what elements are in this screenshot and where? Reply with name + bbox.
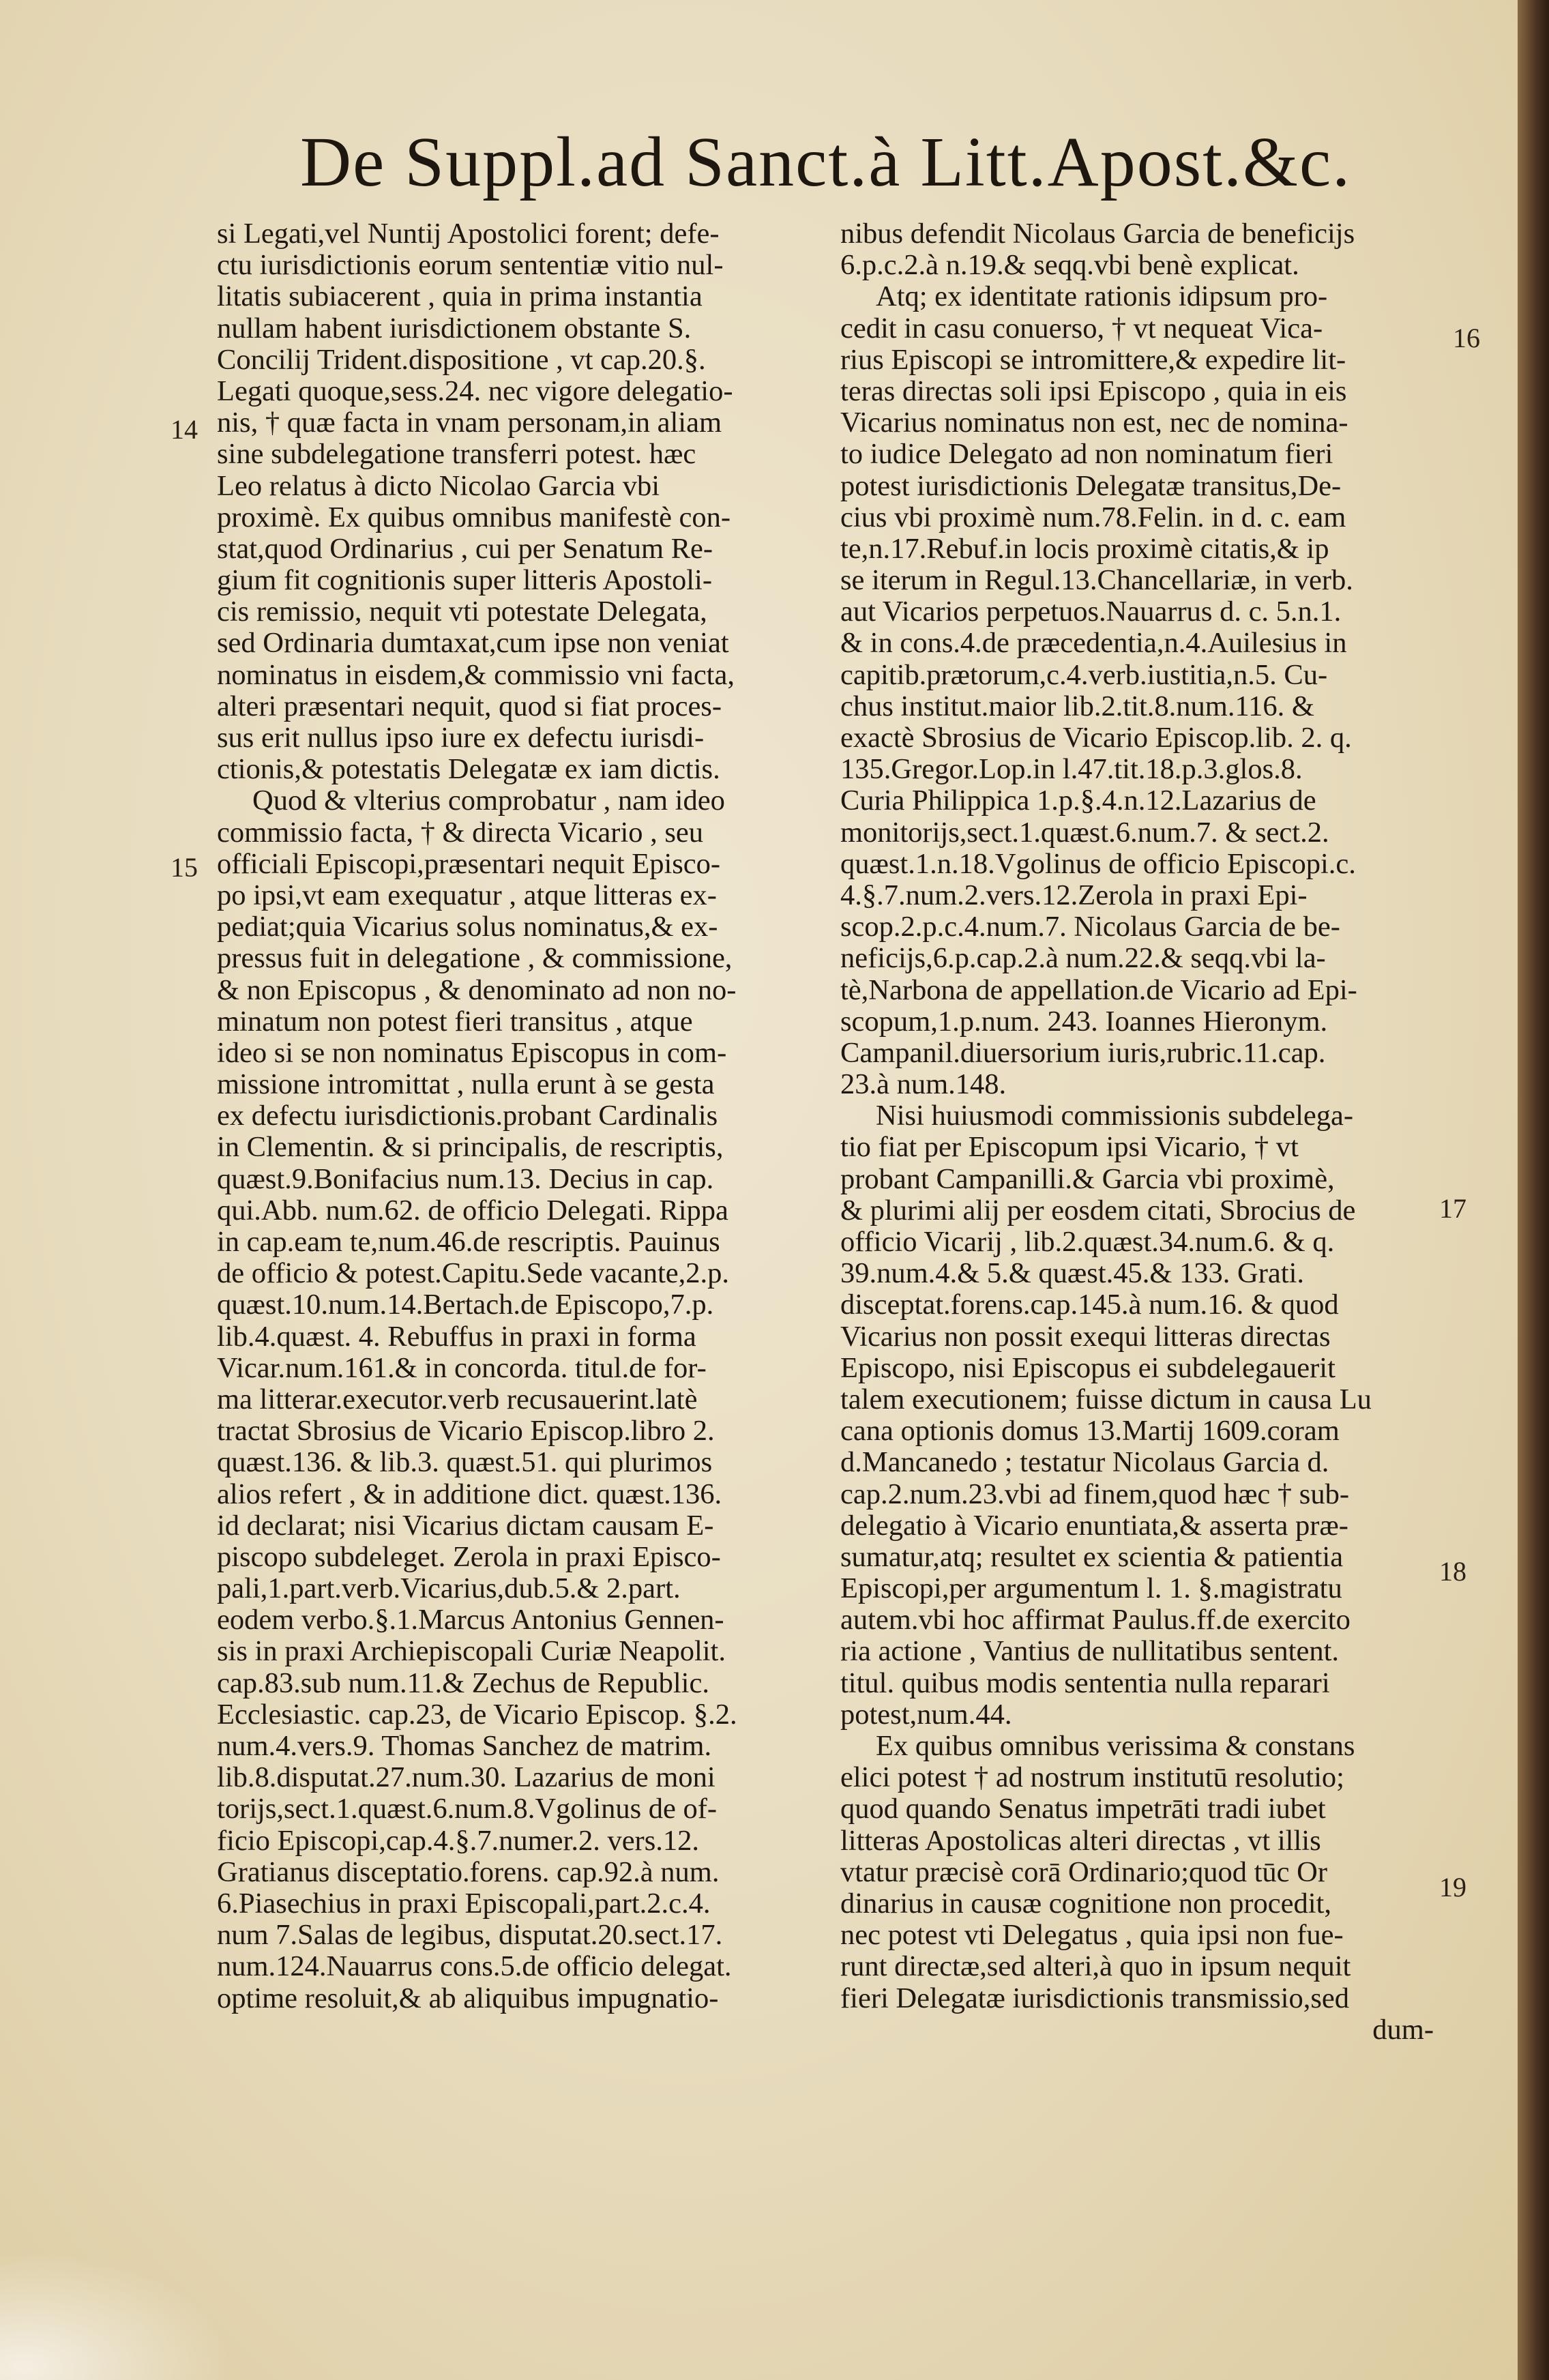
text-line: lib.8.disputat.27.num.30. Lazarius de moni [217, 1761, 716, 1794]
text-line: ideo si se non nominatus Episcopus in com- [217, 1036, 727, 1069]
text-line: cap.2.num.23.vbi ad finem,quod hæc † sub- [840, 1478, 1349, 1510]
text-line: 6.p.c.2.à n.19.& seqq.vbi benè explicat. [840, 249, 1299, 282]
left-text-column [217, 218, 803, 2014]
text-line: pediat;quia Vicarius solus nominatus,& ex- [217, 911, 718, 943]
text-line: Quod & vlterius comprobatur , nam ideo [252, 784, 725, 817]
margin-number-17: 17 [1439, 1193, 1466, 1224]
text-line: po ipsi,vt eam exequatur , atque litteras ex- [217, 879, 717, 911]
text-line: nullam habent iurisdictionem obstante S. [217, 312, 692, 344]
text-line: dinarius in causæ cognitione non procedit, [840, 1887, 1331, 1920]
text-line: cedit in casu conuerso, † vt nequeat Vica- [840, 312, 1323, 344]
text-line: nis, † quæ facta in vnam personam,in aliam [217, 407, 722, 439]
text-line: ficio Episcopi,cap.4.§.7.numer.2. vers.12. [217, 1824, 699, 1857]
text-line: cap.83.sub num.11.& Zechus de Republic. [217, 1666, 709, 1699]
text-line: 6.Piasechius in praxi Episcopali,part.2.c.4. [217, 1887, 711, 1920]
text-line: pressus fuit in delegatione , & commissione, [217, 942, 733, 975]
text-line: neficijs,6.p.cap.2.à num.22.& seqq.vbi la- [840, 942, 1326, 975]
text-line: potest,num.44. [840, 1698, 1012, 1731]
text-line: Nisi huiusmodi commissionis subdelega- [876, 1100, 1354, 1132]
text-line: nominatus in eisdem,& commissio vni facta, [217, 658, 735, 691]
text-line: eodem verbo.§.1.Marcus Antonius Gennen- [217, 1604, 724, 1636]
text-line: 39.num.4.& 5.& quæst.45.& 133. Grati. [840, 1257, 1304, 1290]
text-line: Legati quoque,sess.24. nec vigore delegatio- [217, 374, 733, 407]
text-line: ctu iurisdictionis eorum sententiæ vitio nul- [217, 249, 724, 282]
text-line: te,n.17.Rebuf.in locis proximè citatis,& ip [840, 532, 1329, 565]
text-line: alios refert , & in additione dict. quæst.136. [217, 1478, 722, 1510]
text-line: 23.à num.148. [840, 1068, 1007, 1101]
text-line: de officio & potest.Capitu.Sede vacante,2.p. [217, 1257, 730, 1290]
text-line: scopum,1.p.num. 243. Ioannes Hieronym. [840, 1005, 1328, 1038]
text-line: sis in praxi Archiepiscopali Curiæ Neapolit. [217, 1635, 726, 1668]
text-line: nec potest vti Delegatus , quia ipsi non fue- [840, 1919, 1344, 1952]
text-line: fieri Delegatæ iurisdictionis transmissio,sed [840, 1982, 1349, 2014]
text-line: capitib.prætorum,c.4.verb.iustitia,n.5. Cu- [840, 658, 1328, 691]
text-line: sed Ordinaria dumtaxat,cum ipse non veniat [217, 627, 729, 660]
text-line: quæst.1.n.18.Vgolinus de officio Episcopi.c. [840, 847, 1356, 880]
text-line: cis remissio, nequit vti potestate Delegata, [217, 596, 707, 628]
text-line: 135.Gregor.Lop.in l.47.tit.18.p.3.glos.8. [840, 753, 1303, 786]
margin-number-16: 16 [1453, 323, 1480, 353]
text-line: si Legati,vel Nuntij Apostolici forent; defe- [217, 218, 720, 250]
text-line: missione intromittat , nulla erunt à se gesta [217, 1068, 715, 1101]
text-line: officio Vicarij , lib.2.quæst.34.num.6. & q. [840, 1226, 1335, 1258]
text-line: Vicar.num.161.& in concorda. titul.de for- [217, 1351, 707, 1384]
text-line: exactè Sbrosius de Vicario Episcop.lib. 2. q. [840, 722, 1352, 754]
text-line: tè,Narbona de appellation.de Vicario ad Epi- [840, 973, 1357, 1006]
text-line: & in cons.4.de præcedentia,n.4.Auilesius in [840, 627, 1347, 660]
text-line: & plurimi alij per eosdem citati, Sbrocius de [840, 1194, 1356, 1226]
text-line: Vicarius nominatus non est, nec de nomina- [840, 407, 1348, 439]
text-line: se iterum in Regul.13.Chancellariæ, in verb. [840, 564, 1353, 597]
text-line: probant Campanilli.& Garcia vbi proximè, [840, 1162, 1335, 1195]
text-line: titul. quibus modis sententia nulla reparari [840, 1666, 1330, 1699]
text-line: ma litterar.executor.verb recusauerint.latè [217, 1383, 698, 1415]
text-line: num.124.Nauarrus cons.5.de officio delegat. [217, 1950, 732, 1983]
text-line: 4.§.7.num.2.vers.12.Zerola in praxi Epi- [840, 879, 1308, 911]
text-line: Gratianus disceptatio.forens. cap.92.à num. [217, 1855, 720, 1888]
text-line: proximè. Ex quibus omnibus manifestè con- [217, 501, 731, 533]
text-line: torijs,sect.1.quæst.6.num.8.Vgolinus de of- [217, 1793, 718, 1825]
text-line: num 7.Salas de legibus, disputat.20.sect.17. [217, 1919, 723, 1952]
text-line: rius Episcopi se intromittere,& expedire lit- [840, 343, 1346, 376]
margin-number-19: 19 [1439, 1872, 1466, 1902]
text-line: nibus defendit Nicolaus Garcia de beneficijs [840, 218, 1355, 250]
text-line: quæst.9.Bonifacius num.13. Decius in cap. [217, 1162, 714, 1195]
text-line: quod quando Senatus impetrāti tradi iubet [840, 1793, 1326, 1825]
text-line: tio fiat per Episcopum ipsi Vicario, † vt [840, 1131, 1299, 1164]
text-line: gium fit cognitionis super litteris Apostoli- [217, 564, 713, 597]
text-line: Campanil.diuersorium iuris,rubric.11.cap. [840, 1036, 1326, 1069]
text-line: to iudice Delegato ad non nominatum fieri [840, 438, 1333, 471]
text-line: sine subdelegatione transferri potest. hæc [217, 438, 696, 471]
text-line: in Clementin. & si principalis, de rescriptis, [217, 1131, 724, 1164]
text-line: pali,1.part.verb.Vicarius,dub.5.& 2.part. [217, 1572, 681, 1605]
text-line: ex defectu iurisdictionis.probant Cardinalis [217, 1100, 718, 1132]
text-line: commissio facta, † & directa Vicario , seu [217, 816, 704, 849]
text-line: officiali Episcopi,præsentari nequit Episco- [217, 847, 721, 880]
text-line: elici potest † ad nostrum institutū resolutio; [840, 1761, 1344, 1794]
text-line: Curia Philippica 1.p.§.4.n.12.Lazarius de [840, 784, 1316, 817]
text-line: stat,quod Ordinarius , cui per Senatum Re- [217, 532, 713, 565]
text-line: ctionis,& potestatis Delegatæ ex iam dictis. [217, 753, 720, 786]
text-line: Vicarius non possit exequi litteras directas [840, 1320, 1331, 1353]
text-line: cana optionis domus 13.Martij 1609.coram [840, 1415, 1340, 1448]
right-text-column [840, 218, 1434, 2046]
text-line: monitorijs,sect.1.quæst.6.num.7. & sect.2. [840, 816, 1329, 849]
text-line: sumatur,atq; resultet ex scientia & patientia [840, 1540, 1344, 1573]
text-line: minatum non potest fieri transitus , atque [217, 1005, 693, 1038]
text-line: quæst.136. & lib.3. quæst.51. qui plurimos [217, 1446, 713, 1479]
text-line: piscopo subdeleget. Zerola in praxi Episco- [217, 1540, 721, 1573]
text-line: Episcopo, nisi Episcopus ei subdelegauerit [840, 1351, 1336, 1384]
text-line: chus institut.maior lib.2.tit.8.num.116. & [840, 690, 1314, 722]
text-line: delegatio à Vicario enuntiata,& asserta præ- [840, 1509, 1348, 1542]
text-line: optime resoluit,& ab aliquibus impugnatio- [217, 1982, 719, 2014]
text-line: potest iurisdictionis Delegatæ transitus,De- [840, 469, 1342, 502]
text-line: litatis subiacerent , quia in prima instantia [217, 280, 703, 313]
text-line: ria actione , Vantius de nullitatibus sentent. [840, 1635, 1340, 1668]
paper-stain [0, 2251, 232, 2380]
margin-number-18: 18 [1439, 1556, 1466, 1587]
text-line: Ex quibus omnibus verissima & constans [876, 1730, 1355, 1762]
text-line: vtatur præcisè corā Ordinario;quod tūc Or [840, 1855, 1328, 1888]
text-line: d.Mancanedo ; testatur Nicolaus Garcia d. [840, 1446, 1329, 1479]
text-line: num.4.vers.9. Thomas Sanchez de matrim. [217, 1730, 712, 1762]
text-line: Ecclesiastic. cap.23, de Vicario Episcop. §.2. [217, 1698, 737, 1731]
text-line: cius vbi proximè num.78.Felin. in d. c. eam [840, 501, 1346, 533]
text-line: sus erit nullus ipso iure ex defectu iurisdi- [217, 722, 705, 754]
text-line: lib.4.quæst. 4. Rebuffus in praxi in forma [217, 1320, 696, 1353]
book-gutter-edge [1518, 0, 1549, 2380]
text-line: aut Vicarios perpetuos.Nauarrus d. c. 5.n.1. [840, 596, 1342, 628]
text-line: Atq; ex identitate rationis idipsum pro- [876, 280, 1328, 313]
text-line: dum- [1372, 2013, 1434, 2046]
margin-number-14: 14 [171, 414, 198, 445]
text-line: Concilij Trident.dispositione , vt cap.20.§. [217, 343, 706, 376]
text-line: Leo relatus à dicto Nicolao Garcia vbi [217, 469, 660, 502]
text-line: id declarat; nisi Vicarius dictam causam E- [217, 1509, 714, 1542]
text-line: alteri præsentari nequit, quod si fiat proces- [217, 690, 722, 722]
text-line: autem.vbi hoc affirmat Paulus.ff.de exercito [840, 1604, 1351, 1636]
text-line: in cap.eam te,num.46.de rescriptis. Pauinus [217, 1226, 720, 1258]
text-line: tractat Sbrosius de Vicario Episcop.libro 2. [217, 1415, 715, 1448]
text-line: talem executionem; fuisse dictum in causa Lu [840, 1383, 1372, 1415]
text-line: qui.Abb. num.62. de officio Delegati. Rippa [217, 1194, 728, 1226]
text-line: teras directas soli ipsi Episcopo , quia in eis [840, 374, 1347, 407]
text-line: litteras Apostolicas alteri directas , vt illis [840, 1824, 1321, 1857]
margin-number-15: 15 [171, 852, 198, 883]
running-header: De Suppl.ad Sanct.à Litt.Apost.&c. [300, 123, 1352, 201]
text-line: quæst.10.num.14.Bertach.de Episcopo,7.p. [217, 1289, 714, 1321]
text-line: Episcopi,per argumentum l. 1. §.magistratu [840, 1572, 1342, 1605]
text-line: runt directæ,sed alteri,à quo in ipsum nequit [840, 1950, 1351, 1983]
text-line: disceptat.forens.cap.145.à num.16. & quod [840, 1289, 1339, 1321]
text-line: & non Episcopus , & denominato ad non no- [217, 973, 737, 1006]
text-line: scop.2.p.c.4.num.7. Nicolaus Garcia de be- [840, 911, 1340, 943]
